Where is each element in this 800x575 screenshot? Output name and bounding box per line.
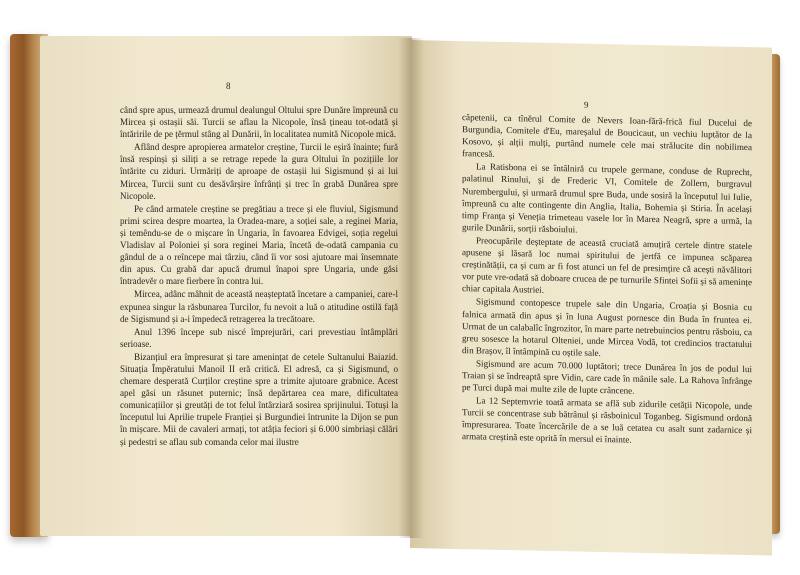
right-page — [410, 40, 772, 556]
left-page — [40, 36, 412, 536]
left-paragraph-5: Anul 1396 începe sub niscé împrejurări, cari prevestiau întâmplări serioase. — [120, 326, 398, 349]
book-gutter — [398, 38, 424, 538]
left-page-text — [120, 104, 398, 449]
right-page-number: 9 — [584, 99, 589, 110]
left-paragraph-3: Pe când armatele creștine se pregătiau a trece și ele fluviul, Sigismund primi scirea despre moartea, la Oradea-mare, a soției sale, a reginei Maria, și temêndu-se de o mișcare în Ungaria, în favoarea Edvigei, soția regelui Vladislav al Poloniei și sora reginei Maria, încetă de-odată campania cu gândul de a o reîncepe mai târziu, când îi vor sosi ajutoare mai însemnate din apus. Cu grabă dar apucă drumul înapoi spre Ungaria, unde găsi întradevĕr o mare fierbere în contra lui. — [120, 203, 398, 287]
left-page-number: 8 — [226, 81, 231, 91]
left-paragraph-6: Bizanțiul era împresurat și tare amenințat de cetele Sultanului Baiazid. Situația Împĕratului Manoil II eră critică. El adresă, ca și Sigismund, o chemare desperată Curților creștine spre a trimite ajutoare grabnice. Acest apel găsi un răsunet puternic; însă depărtarea cea mare, dificultatea comunicațiilor și greutăți de tot felul întârziară sosirea sprijinului. Totuși la începutul lui Aprilie trupele Franției și Burgundiei întrunite la Dijon se pun în mișcare. Mii de cavaleri armați, tot atâția feciori și 6.000 simbriași călări și pedestri se aflau sub comanda celor mai ilustre — [120, 351, 398, 447]
left-paragraph-1: când spre apus, urmează drumul dealungul Oltului spre Dunăre împreună cu Mircea și ostașii săi. Turcii se aflau la Nicopole, însă țineau tot-odată și întăririle de pe țĕrmul stâng al Dunării, în localitatea numită Nicopole mică. — [120, 105, 398, 140]
right-paragraph-4: Sigismund contopesce trupele sale din Ungaria, Croația și Bosnia cu falnica armată din apus și în luna August pornesce din Buda în fruntea ei. Urmat de un calabalîc îngrozitor, în mare parte netrebuincios pentru răsboiu, ca greu sosesce la hotarul Olteniei, unde Mircea Vodă, tot credincios tractatului din Brașov, îl întâmpină cu oștile sale. — [462, 296, 752, 358]
right-paragraph-2: La Ratisbona ei se întâlniră cu trupele germane, conduse de Ruprecht, palatinul Rinului, și de Frederic VI, Comitele de Zollern, burgravul Nurembergului, și urmară drumul spre Buda, unde sosiră la începutul lui Iulie, împreună cu alte contingente din Anglia, Italia, Bohemia și Stiria. În același timp Franța și Veneția trimeteau vasele lor în Marea Neagră, spre a urmă, la gurile Dunării, sorții răsboiului. — [462, 161, 752, 235]
left-paragraph-4: Mircea, adânc mâhnit de această neașteptată încetare a campaniei, care-l expunea singur la răsbunarea Turcilor, fu nevoit a luă o atitudine ostilă față de Sigismund și a-i împedecă retragerea la trecătoare. — [120, 289, 398, 324]
right-paragraph-1: căpetenii, ca tînĕrul Comite de Nevers Ioan-fără-frică fiul Ducelui de Burgundia, Comitele d'Eu, mareșalul de Boucicaut, un vechiu luptător de la Kosovo, și alții mulți, purtând numele cele mai strălucite din nobilimea francesă. — [462, 112, 752, 160]
right-paragraph-3: Preocupările deșteptate de această cruciată amuțiră certele dintre statele apusene și lăsară loc numai spiritului de jertfă ce impunea scăparea creștinătății, ca și cum ar fi fost atunci un fel de presimțire că acești năvălitori vor pute vre-odată să doboare crucea de pe turnurile Sfintei Sofii și să amenințe chiar capitala Austriei. — [462, 235, 752, 296]
left-paragraph-2: Aflând despre apropierea armatelor creștine, Turcii le eșiră înainte; fură însă respinși și siliți a se retrage repede la gura Oltului în pozițiile lor întărite cu ziduri. Urmăriți de aproape de ostașii lui Sigismund și ai lui Mircea, Turcii sunt cu desăvârșire înfrânți și trec în grabă Dunărea spre Nicopole. — [120, 142, 398, 201]
right-page-text — [462, 111, 752, 450]
right-paragraph-5: Sigismund are acum 70.000 luptători; trece Dunărea în jos de podul lui Traian și se îndreaptă spre Vidin, care cade în mânile sale. La Rahova înfrânge pe Turci după mai multe zile de lupte crâncene. — [462, 358, 752, 396]
right-paragraph-6: La 12 Septemvrie toată armata se află sub zidurile cetății Nicopole, unde Turcii se concentrase sub bătrânul și răsboinicul Toganbeg. Sigismund ordonă împresurarea. Toate încercările de a se luă cetatea cu asalt sunt zadarnice și armata creștină este oprită în mersul ei înainte. — [462, 395, 752, 446]
